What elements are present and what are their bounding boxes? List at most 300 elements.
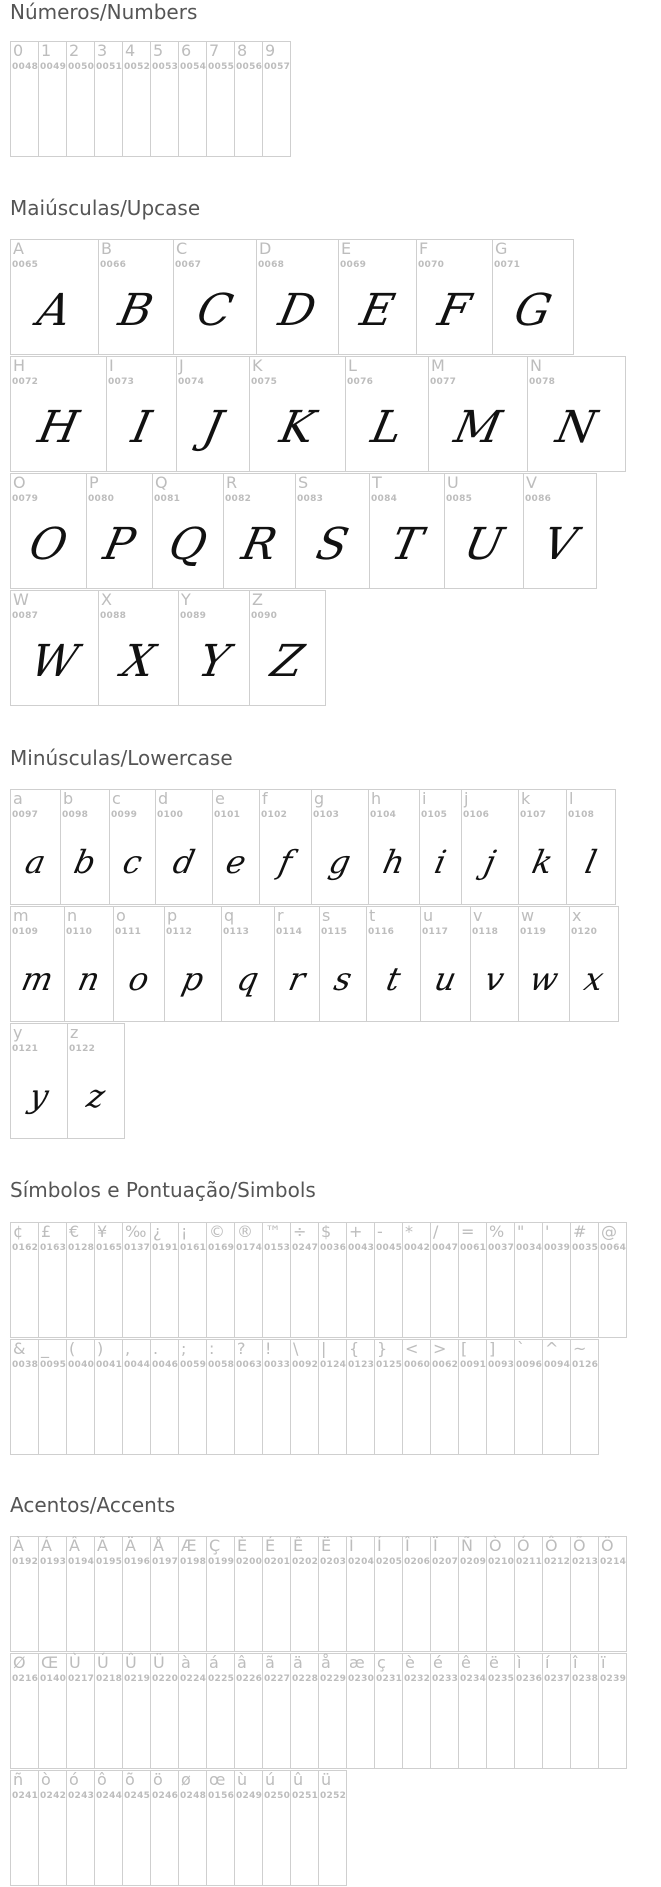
character-code: 0106 [463,810,490,820]
character-code: 0119 [520,927,547,937]
glyph-cell [570,1536,599,1652]
glyph-sample: K [275,401,320,453]
glyph-cell [66,41,95,157]
character-code: 0251 [292,1791,319,1801]
character-label: / [433,1222,439,1241]
glyph-cell [598,1536,627,1652]
glyph-cell [221,906,275,1022]
character-code: 0056 [236,62,263,72]
character-code: 0087 [12,611,39,621]
character-label: Å [153,1536,164,1555]
character-code: 0236 [516,1674,543,1684]
character-label: Ñ [461,1536,473,1555]
character-code: 0122 [69,1044,96,1054]
character-label: m [13,906,29,925]
character-label: ä [293,1653,303,1672]
character-label: ë [489,1653,499,1672]
character-label: - [377,1222,383,1241]
character-label: 1 [41,41,52,60]
character-label: ¢ [13,1222,24,1241]
character-label: ¿ [153,1222,162,1241]
glyph-cell [178,1536,207,1652]
character-code: 0072 [12,377,39,387]
character-label: \ [293,1339,299,1358]
glyph-cell [274,906,320,1022]
character-code: 0086 [525,494,552,504]
glyph-cell [234,1536,263,1652]
character-label: â [237,1653,247,1672]
glyph-cell [514,1536,543,1652]
character-code: 0220 [152,1674,179,1684]
character-label: e [215,789,225,808]
glyph-cell [10,1222,39,1338]
character-label: 6 [181,41,192,60]
character-code: 0105 [421,810,448,820]
glyph-cell [150,41,179,157]
character-code: 0140 [40,1674,67,1684]
glyph-cell [113,906,165,1022]
character-label: ] [489,1339,496,1358]
character-label: Ö [601,1536,614,1555]
character-code: 0076 [347,377,374,387]
glyph-cell [430,1222,459,1338]
glyph-cell [542,1339,571,1455]
character-label: + [349,1222,363,1241]
character-label: D [259,239,272,258]
glyph-sample: U [460,518,508,570]
glyph-sample: X [117,635,160,687]
glyph-cell [430,1536,459,1652]
character-code: 0057 [264,62,291,72]
glyph-cell [67,1023,125,1139]
character-code: 0126 [572,1360,599,1370]
character-label: Ë [321,1536,332,1555]
glyph-cell [150,1339,179,1455]
glyph-cell [262,1339,291,1455]
character-label: $ [321,1222,332,1241]
character-code: 0209 [460,1557,487,1567]
character-label: L [348,356,357,375]
character-code: 0125 [376,1360,403,1370]
character-code: 0232 [404,1674,431,1684]
character-label: Ú [97,1653,109,1672]
glyph-cell [206,1536,235,1652]
character-label: & [13,1339,26,1358]
character-label: û [293,1770,304,1789]
character-code: 0039 [544,1243,571,1253]
character-code: 0128 [68,1243,95,1253]
character-label: Ì [349,1536,354,1555]
glyph-cell [486,1339,515,1455]
glyph-cell [122,1653,151,1769]
upcase-row [10,239,573,355]
character-code: 0079 [12,494,39,504]
glyph-cell [492,239,574,355]
glyph-cell [444,473,524,589]
glyph-sample: w [526,960,562,998]
character-code: 0111 [115,927,142,937]
character-label: { [349,1339,360,1358]
character-label: Ù [69,1653,81,1672]
character-code: 0118 [472,927,499,937]
glyph-cell [345,356,429,472]
glyph-sample: u [431,960,460,998]
character-label: ï [601,1653,606,1672]
upcase-row [10,356,625,472]
glyph-cell [150,1653,179,1769]
character-label: Ø [13,1653,26,1672]
character-code: 0037 [488,1243,515,1253]
character-label: 2 [69,41,80,60]
glyph-sample: h [379,843,409,881]
character-label: Â [69,1536,80,1555]
character-label: õ [125,1770,135,1789]
glyph-cell [10,1023,68,1139]
character-code: 0095 [40,1360,67,1370]
character-code: 0197 [152,1557,179,1567]
character-code: 0211 [516,1557,543,1567]
character-label: U [447,473,459,492]
glyph-sample: Z [266,635,309,687]
glyph-cell [223,473,296,589]
character-code: 0252 [320,1791,347,1801]
glyph-cell [374,1653,403,1769]
glyph-cell [234,41,263,157]
glyph-cell [542,1653,571,1769]
character-code: 0073 [108,377,135,387]
glyph-cell [38,1536,67,1652]
character-code: 0054 [180,62,207,72]
glyph-cell [458,1339,487,1455]
character-code: 0062 [432,1360,459,1370]
glyph-cell [420,906,471,1022]
glyph-cell [249,356,346,472]
character-label: Õ [573,1536,586,1555]
character-code: 0226 [236,1674,263,1684]
glyph-cell [295,473,370,589]
glyph-cell [122,1536,151,1652]
character-code: 0098 [62,810,89,820]
glyph-cell [60,789,110,905]
character-label: x [572,906,582,925]
character-label: j [464,789,469,808]
character-code: 0239 [600,1674,627,1684]
character-code: 0123 [348,1360,375,1370]
glyph-cell [38,1653,67,1769]
glyph-cell [98,239,174,355]
glyph-sample: n [74,960,104,998]
character-code: 0234 [460,1674,487,1684]
character-label: Ä [125,1536,136,1555]
character-code: 0040 [68,1360,95,1370]
character-label: = [461,1222,475,1241]
glyph-cell [10,590,99,706]
glyph-cell [66,1653,95,1769]
character-label: A [13,239,24,258]
character-code: 0191 [152,1243,179,1253]
glyph-sample: H [33,401,84,453]
character-label: ã [265,1653,275,1672]
glyph-cell [514,1339,543,1455]
character-label: ú [265,1770,276,1789]
character-label: Î [405,1536,410,1555]
glyph-sample: V [538,518,582,570]
glyph-cell [318,1770,347,1886]
character-code: 0249 [236,1791,263,1801]
glyph-cell [318,1653,347,1769]
glyph-cell [461,789,519,905]
character-code: 0121 [12,1044,39,1054]
glyph-cell [249,590,326,706]
character-code: 0036 [320,1243,347,1253]
glyph-cell [94,1770,123,1886]
character-code: 0163 [40,1243,67,1253]
character-code: 0227 [264,1674,291,1684]
character-code: 0108 [568,810,595,820]
character-label: P [89,473,99,492]
character-label: Q [155,473,168,492]
character-code: 0101 [214,810,241,820]
glyph-cell [430,1653,459,1769]
character-code: 0103 [313,810,340,820]
character-label: ! [265,1339,272,1358]
glyph-cell [206,1770,235,1886]
glyph-cell [514,1653,543,1769]
character-code: 0205 [376,1557,403,1567]
glyph-cell [256,239,339,355]
character-code: 0058 [208,1360,235,1370]
glyph-cell [98,590,179,706]
character-code: 0071 [494,260,521,270]
character-code: 0235 [488,1674,515,1684]
glyph-sample: f [275,843,296,881]
character-label: n [67,906,78,925]
glyph-cell [369,473,445,589]
character-label: o [116,906,126,925]
character-code: 0156 [208,1791,235,1801]
glyph-cell [178,1653,207,1769]
character-label: k [521,789,531,808]
character-code: 0110 [66,927,93,937]
glyph-sample: t [383,960,404,998]
character-code: 0109 [12,927,39,937]
character-code: 0120 [571,927,598,937]
character-label: 0 [13,41,24,60]
character-label: K [252,356,263,375]
glyph-cell [458,1653,487,1769]
glyph-cell [234,1222,263,1338]
glyph-sample: P [99,518,140,570]
glyph-cell [402,1536,431,1652]
glyph-sample: G [510,284,556,336]
glyph-cell [10,473,87,589]
character-code: 0238 [572,1674,599,1684]
lowercase-row [10,789,615,905]
character-code: 0059 [180,1360,207,1370]
character-code: 0192 [12,1557,39,1567]
character-code: 0162 [12,1243,39,1253]
character-code: 0090 [251,611,278,621]
character-label: Z [252,590,263,609]
character-label: à [181,1653,191,1672]
character-label: u [423,906,434,925]
character-label: Ê [293,1536,304,1555]
character-label: É [265,1536,276,1555]
character-label: ê [461,1653,471,1672]
character-label: ' [545,1222,550,1241]
glyph-sample: O [25,518,72,570]
glyph-cell [262,41,291,157]
character-label: Ã [97,1536,108,1555]
glyph-cell [178,1222,207,1338]
character-label: O [13,473,26,492]
character-code: 0243 [68,1791,95,1801]
glyph-sample: k [528,843,557,881]
symbols-row [10,1339,598,1455]
glyph-cell [542,1536,571,1652]
character-label: Œ [41,1653,59,1672]
character-code: 0196 [124,1557,151,1567]
glyph-cell [206,1653,235,1769]
accents-title: Acentos/Accents [10,1493,176,1517]
character-label: G [495,239,508,258]
character-label: a [13,789,23,808]
glyph-cell [470,906,519,1022]
glyph-cell [94,1653,123,1769]
glyph-cell [570,1222,599,1338]
character-code: 0233 [432,1674,459,1684]
glyph-cell [94,1339,123,1455]
glyph-sample: m [18,960,57,998]
glyph-cell [523,473,597,589]
glyph-cell [368,789,420,905]
character-code: 0174 [236,1243,263,1253]
character-code: 0046 [152,1360,179,1370]
character-code: 0165 [96,1243,123,1253]
glyph-cell [290,1536,319,1652]
character-label: ‰ [125,1222,147,1241]
character-code: 0169 [208,1243,235,1253]
glyph-cell [10,1536,39,1652]
character-label: ¡ [181,1222,188,1241]
glyph-cell [262,1222,291,1338]
character-label: w [521,906,535,925]
character-label: 8 [237,41,248,60]
glyph-cell [206,1222,235,1338]
character-code: 0045 [376,1243,403,1253]
character-code: 0216 [12,1674,39,1684]
glyph-cell [206,41,235,157]
character-code: 0049 [40,62,67,72]
glyph-cell [486,1536,515,1652]
character-label: 5 [153,41,164,60]
character-code: 0035 [572,1243,599,1253]
character-code: 0153 [264,1243,291,1253]
glyph-cell [402,1653,431,1769]
glyph-cell [38,41,67,157]
character-label: b [63,789,74,808]
character-code: 0248 [180,1791,207,1801]
character-code: 0230 [348,1674,375,1684]
glyph-sample: R [237,518,282,570]
glyph-cell [570,1653,599,1769]
character-label: á [209,1653,219,1672]
character-code: 0210 [488,1557,515,1567]
glyph-sample: D [274,284,321,336]
upcase-row [10,590,325,706]
glyph-cell [598,1222,627,1338]
character-code: 0041 [96,1360,123,1370]
character-label: ö [153,1770,163,1789]
glyph-cell [10,356,107,472]
character-label: ñ [13,1770,24,1789]
glyph-sample: e [222,843,250,881]
character-code: 0241 [12,1791,39,1801]
glyph-sample: i [431,843,450,881]
character-code: 0228 [292,1674,319,1684]
character-label: ô [97,1770,107,1789]
character-label: Æ [181,1536,197,1555]
glyph-cell [94,41,123,157]
character-code: 0052 [124,62,151,72]
glyph-sample: W [26,635,83,687]
character-label: ™ [265,1222,281,1241]
character-label: t [369,906,376,925]
glyph-cell [346,1536,375,1652]
character-code: 0206 [404,1557,431,1567]
character-code: 0212 [544,1557,571,1567]
glyph-cell [290,1770,319,1886]
character-code: 0242 [40,1791,67,1801]
character-label: À [13,1536,24,1555]
character-code: 0093 [488,1360,515,1370]
character-code: 0081 [154,494,181,504]
character-code: 0034 [516,1243,543,1253]
glyph-cell [486,1222,515,1338]
glyph-sample: y [25,1077,53,1115]
numbers-title: Números/Numbers [10,0,198,24]
character-label: ¥ [97,1222,108,1241]
glyph-cell [318,1339,347,1455]
character-label: | [321,1339,327,1358]
glyph-cell [234,1653,263,1769]
character-label: £ [41,1222,52,1241]
character-label: s [322,906,331,925]
glyph-cell [402,1339,431,1455]
character-label: : [209,1339,215,1358]
character-code: 0117 [422,927,449,937]
character-label: ( [69,1339,76,1358]
glyph-cell [366,906,421,1022]
glyph-cell [38,1222,67,1338]
character-label: ~ [573,1339,587,1358]
glyph-cell [106,356,177,472]
character-code: 0082 [225,494,252,504]
glyph-sample: r [285,960,309,998]
character-label: ù [237,1770,248,1789]
character-label: p [167,906,178,925]
glyph-sample: s [330,960,356,998]
character-code: 0114 [276,927,303,937]
glyph-cell [212,789,260,905]
character-label: ` [517,1339,525,1358]
character-label: € [69,1222,80,1241]
glyph-cell [178,1339,207,1455]
character-code: 0065 [12,260,39,270]
character-label: l [569,789,574,808]
character-label: Û [125,1653,137,1672]
character-label: q [224,906,235,925]
